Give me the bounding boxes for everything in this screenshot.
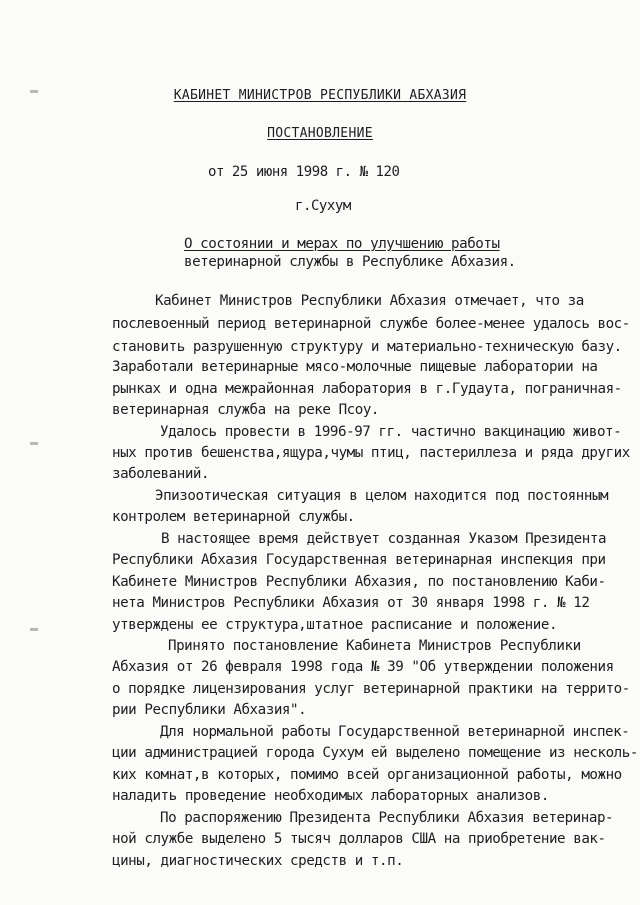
subject-line-1: О состоянии и мерах по улучшению работы <box>184 236 500 252</box>
margin-mark <box>30 90 38 93</box>
body-line: Республики Абхазия Государственная ветеринарная инспекция при <box>112 552 606 568</box>
body-line: Принято постановление Кабинета Министров Республики <box>168 638 581 654</box>
city: г.Сухум <box>295 198 351 214</box>
body-line: ветеринарная служба на реке Псоу. <box>112 402 380 418</box>
subject-line-2: ветеринарной службы в Республике Абхазия. <box>184 254 516 270</box>
date-number: от 25 июня 1998 г. № 120 <box>208 164 400 180</box>
body-line: Кабинете Министров Республики Абхазия, по постановлению Каби- <box>112 574 606 590</box>
body-line: становить разрушенную структуру и материально-техническую базу. <box>112 339 622 355</box>
body-line: нета Министров Республики Абхазия от 30 января 1998 г. № 12 <box>112 595 590 611</box>
body-line: послевоенный период ветеринарной службе более-менее удалось вос- <box>112 316 630 332</box>
body-line: рии Республики Абхазия". <box>112 702 307 718</box>
body-line: контролем ветеринарной службы. <box>112 509 355 525</box>
body-line: ной службе выделено 5 тысяч долларов США на приобретение вак- <box>112 831 606 847</box>
body-line: рынках и одна межрайонная лаборатория в г.Гудаута, пограничная- <box>112 381 622 397</box>
body-line: Для нормальной работы Государственной ветеринарной инспек- <box>160 724 630 740</box>
body-line: Эпизоотическая ситуация в целом находится под постоянным <box>155 488 609 504</box>
margin-mark <box>30 442 38 445</box>
document-type-heading: ПОСТАНОВЛЕНИЕ <box>267 126 373 141</box>
body-line: ных против бешенства,ящура,чумы птиц, пастериллеза и ряда других <box>112 445 630 461</box>
body-line: Кабинет Министров Республики Абхазия отмечает, что за <box>155 293 584 309</box>
body-line: утверждены ее структура,штатное расписание и положение. <box>112 617 558 633</box>
margin-mark <box>30 628 38 631</box>
organization-heading: КАБИНЕТ МИНИСТРОВ РЕСПУБЛИКИ АБХАЗИЯ <box>173 88 467 103</box>
body-line: наладить проведение необходимых лабораторных анализов. <box>112 788 549 804</box>
body-line: В настоящее время действует созданная Указом Президента <box>161 531 607 547</box>
body-line: заболеваний. <box>112 466 210 482</box>
body-line: Удалось провести в 1996-97 гг. частично вакцинацию живот- <box>160 424 622 440</box>
body-line: Абхазия от 26 февраля 1998 года № 39 "Об утверждении положения <box>112 659 614 675</box>
body-line: о порядке лицензирования услуг ветеринарной практики на террито- <box>112 681 630 697</box>
body-line: Заработали ветеринарные мясо-молочные пищевые лаборатории на <box>112 359 598 375</box>
body-line: ких комнат,в которых, помимо всей организационной работы, можно <box>112 767 622 783</box>
body-line: По распоряжению Президента Республики Абхазия ветеринар- <box>160 810 614 826</box>
body-line: ции администрацией города Сухум ей выделено помещение из несколь- <box>112 745 638 761</box>
body-line: цины, диагностических средств и т.п. <box>112 853 404 869</box>
